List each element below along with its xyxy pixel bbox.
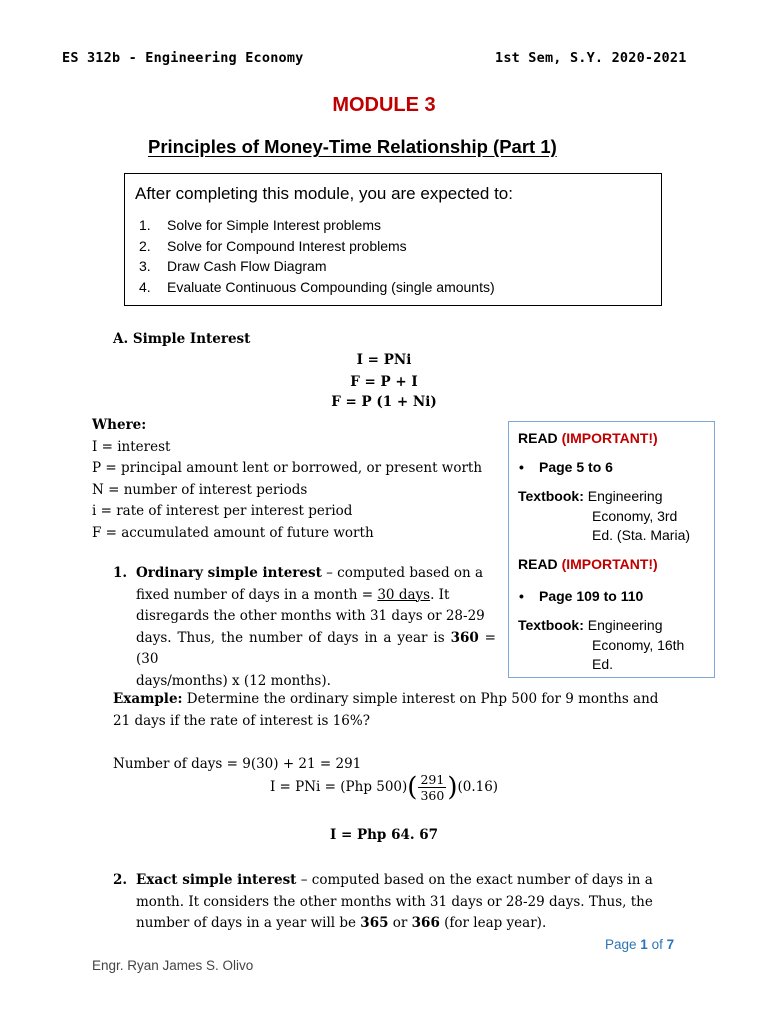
- section-heading: A. Simple Interest: [113, 331, 251, 347]
- definitions: [92, 415, 482, 544]
- example-answer: I = Php 64. 67: [329, 827, 439, 843]
- objective-item: 4. Evaluate Continuous Compounding (single amounts): [139, 278, 495, 295]
- read-reference-box: [508, 421, 715, 678]
- objective-item: 1. Solve for Simple Interest problems: [139, 217, 381, 233]
- semester-header: 1st Sem, S.Y. 2020-2021: [495, 50, 687, 66]
- definition-item: I = interest: [92, 438, 171, 455]
- reference-pages: • Page 5 to 6: [539, 459, 613, 475]
- objectives-list: [139, 215, 495, 297]
- objectives-lead: After completing this module, you are expected to:: [135, 184, 513, 203]
- objective-item: 3. Draw Cash Flow Diagram: [139, 258, 327, 274]
- fraction: $\frac{291}{360}$: [420, 772, 445, 803]
- definition-item: F = accumulated amount of future worth: [92, 524, 374, 541]
- item-number: 2.: [113, 872, 128, 888]
- ordinary-simple-interest: Ordinary simple interest – computed based on a fixed number of days in a month = 30 days. It disregards the other months with 31 days or 28-29 days. Thus, the number of days in a year is 360 = (30 days/months) x (12 months).: [136, 565, 496, 689]
- example-problem: Example: Determine the ordinary simple interest on Php 500 for 9 months and 21 days if the rate of interest is 16%?: [113, 691, 659, 729]
- exact-simple-interest: Exact simple interest – computed based on the exact number of days in a month. It considers the other months with 31 days or 28-29 days. Thus, the number of days in a year will be 365 or 366 (for leap year).: [136, 872, 653, 931]
- formula-future-worth-expanded: F = P (1 + Ni): [331, 394, 437, 410]
- module-label: MODULE 3: [332, 94, 436, 116]
- formula-future-worth: F = P + I: [350, 374, 418, 390]
- course-header: ES 312b - Engineering Economy: [62, 50, 304, 66]
- objectives-box: [124, 173, 662, 306]
- reference-textbook: Textbook: Engineering Economy, 16th Ed.: [518, 617, 685, 672]
- definition-item: i = rate of interest per interest period: [92, 503, 353, 519]
- interest-calculation: I = PNi = (Php 500)( $\frac{291}{360}$ )(0.16): [269, 772, 499, 803]
- read-heading: READ (IMPORTANT!): [518, 430, 658, 446]
- definition-item: P = principal amount lent or borrowed, or present worth: [92, 460, 483, 476]
- where-label: Where:: [92, 417, 147, 433]
- reference-pages: • Page 109 to 110: [539, 588, 643, 604]
- page-title: Principles of Money-Time Relationship (Part 1): [148, 136, 557, 157]
- formula-interest: I = PNi: [356, 352, 412, 368]
- page-number: Page 1 of 7: [605, 937, 675, 952]
- reference-textbook: Textbook: Engineering Economy, 3rd Ed. (Sta. Maria): [518, 488, 691, 543]
- definition-item: N = number of interest periods: [92, 481, 308, 498]
- objective-item: 2. Solve for Compound Interest problems: [139, 237, 407, 254]
- days-computation: Number of days = 9(30) + 21 = 291: [113, 756, 362, 772]
- author-footer: Engr. Ryan James S. Olivo: [92, 958, 254, 973]
- read-heading: READ (IMPORTANT!): [518, 556, 658, 572]
- item-number: 1.: [113, 565, 128, 581]
